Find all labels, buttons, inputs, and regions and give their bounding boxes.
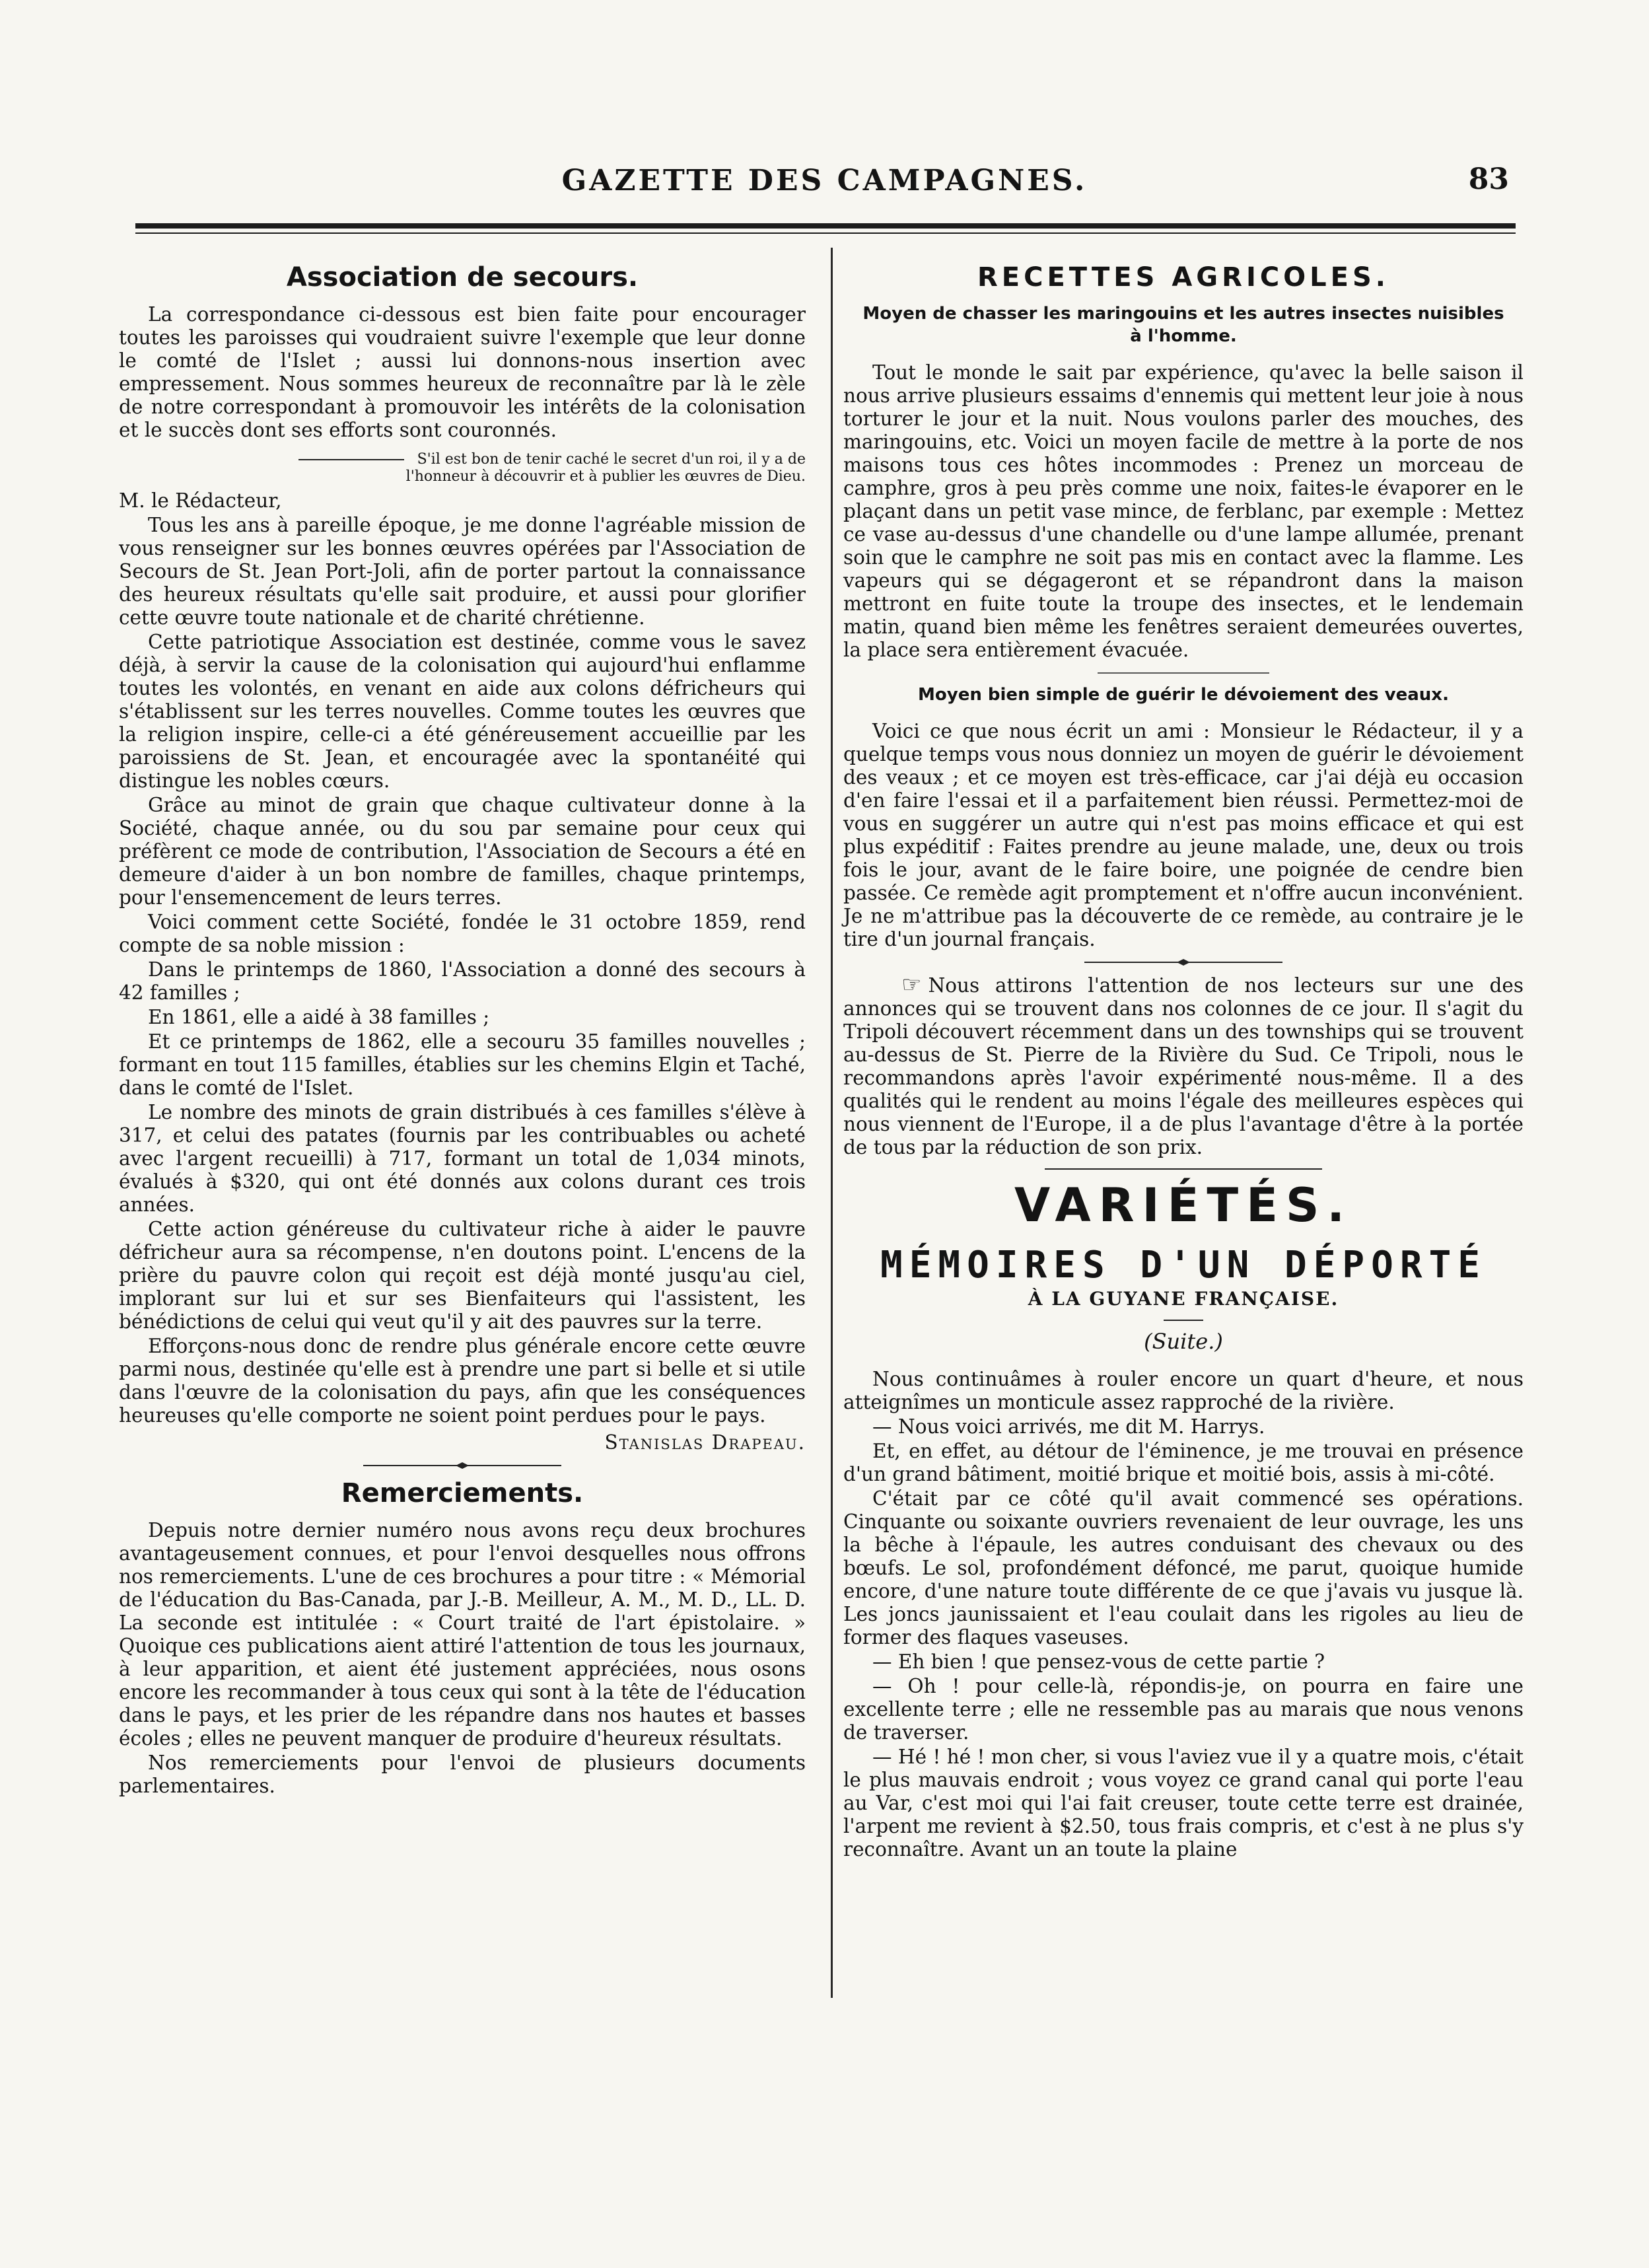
- epigraph-dash: [298, 459, 404, 460]
- header-rule-thick: [135, 223, 1516, 229]
- article-paragraph: Depuis notre dernier numéro nous avons reçu deux brochures avantageusement connues, et pour l'envoi desquelles nous offrons nos remerciements. L'une de ces brochures a pour titre : « Mémorial de l'éducation du Bas-Canada, par J.-B. Meilleur, A. M., M. D., LL. D. La seconde est intitulée : « Court traité de l'art épistolaire. » Quoique ces publications aient attiré l'attention de tous les journaux, à leur apparition, et aient été justement appréciées, nous osons encore les recommander à tous ceux qui sont à la tête de l'éducation dans le pays, et les prier de les répandre dans nos hautes et basses écoles ; elles ne peuvent manquer de produire d'heureux résultats.: [119, 1519, 806, 1750]
- association-intro: La correspondance ci-dessous est bien faite pour encourager toutes les paroisses qui voudraient suivre l'exemple que leur donne le comté de l'Islet ; aussi lui donnons-nous insertion avec empressement. Nous sommes heureux de reconnaître par là le zèle de notre correspondant à promouvoir les intérêts de la colonisation et le succès dont ses efforts sont couronnés.: [119, 303, 806, 441]
- article-paragraph: Cette action généreuse du cultivateur riche à aider le pauvre défricheur aura sa récompense, n'en doutons point. L'encens de la prière du pauvre colon qui reçoit est déjà monté jusqu'au ciel, implorant sur lui et sur ses Bienfaiteurs qui l'assistent, les bénédictions de celui qui veut qu'il y ait des pauvres sur la terre.: [119, 1218, 806, 1333]
- article-paragraph: C'était par ce côté qu'il avait commencé ses opérations. Cinquante ou soixante ouvriers revenaient de leur ouvrage, les uns la bêche à l'épaule, les autres conduisant des chevaux ou des bœufs. Le sol, profondément défoncé, me parut, quoique humide encore, d'une nature toute différente de ce que j'avais vu jusque là. Les joncs jaunissaient et l'eau coulait dans les rigoles au lieu de former des flaques vaseuses.: [843, 1487, 1524, 1648]
- page-number: 83: [1468, 162, 1509, 196]
- article-paragraph: Cette patriotique Association est destinée, comme vous le savez déjà, à servir la cause de la colonisation qui aujourd'hui enflamme toutes les volontés, en venant en aide aux colons défricheurs qui s'établissent sur les terres nouvelles. Comme toutes les œuvres que la religion inspire, celle-ci a été généreusement accueillie par les paroissiens de St. Jean, et encouragée avec la spontanéité qui distingue les nobles cœurs.: [119, 631, 806, 792]
- section-title-recettes: RECETTES AGRICOLES.: [977, 262, 1389, 293]
- ornament-divider: [1084, 959, 1282, 966]
- section-title-remerciements: Remerciements.: [341, 1478, 584, 1508]
- header-rule-thin: [135, 232, 1516, 234]
- article-paragraph: Le nombre des minots de grain distribués à ces familles s'élève à 317, et celui des patates (fournis par les contribuables ou acheté avec l'argent recueilli) à 717, formant un total de 1,034 minots, évalués à $320, qui ont été donnés aux colons durant ces trois années.: [119, 1101, 806, 1216]
- serial-title: MÉMOIRES D'UN DÉPORTÉ: [880, 1244, 1487, 1287]
- article-paragraph: Tous les ans à pareille époque, je me donne l'agréable mission de vous renseigner sur les bonnes œuvres opérées par l'Association de Secours de St. Jean Port-Joli, afin de porter partout la connaissance des heureux résultats qu'elle sait produire, et aussi pour glorifier cette œuvre toute nationale et de charité chrétienne.: [119, 514, 806, 629]
- epigraph: [119, 451, 806, 485]
- recipe-heading-veaux: Moyen bien simple de guérir le dévoiement des veaux.: [918, 685, 1449, 705]
- publication-title: GAZETTE DES CAMPAGNES.: [561, 164, 1088, 197]
- section-title-association: Association de secours.: [286, 262, 639, 293]
- section-title-varietes: VARIÉTÉS.: [1014, 1178, 1352, 1232]
- article-paragraph: Nous continuâmes à rouler encore un quart d'heure, et nous atteignîmes un monticule assez rapproché de la rivière.: [843, 1368, 1524, 1413]
- article-paragraph: — Hé ! hé ! mon cher, si vous l'aviez vue il y a quatre mois, c'était le plus mauvais endroit ; vous voyez ce grand canal qui porte l'eau au Var, c'est moi qui l'ai fait creuser, toute cette terre est drainée, l'arpent me revient à $2.50, tous frais compris, et c'est à ne plus s'y reconnaître. Avant un an toute la plaine: [843, 1746, 1524, 1860]
- ornament-divider: [363, 1462, 561, 1469]
- article-paragraph: En 1861, elle a aidé à 38 familles ;: [148, 1006, 490, 1028]
- article-paragraph: Et ce printemps de 1862, elle a secouru 35 familles nouvelles ; formant en tout 115 familles, établies sur les chemins Elgin et Taché, dans le comté de l'Islet.: [119, 1030, 806, 1099]
- salutation: M. le Rédacteur,: [119, 489, 282, 512]
- ornament-divider: [1084, 670, 1282, 676]
- serial-subtitle: À LA GUYANE FRANÇAISE.: [1028, 1288, 1339, 1310]
- article-paragraph: Dans le printemps de 1860, l'Association a donné des secours à 42 familles ;: [119, 958, 806, 1004]
- article-paragraph: Voici comment cette Société, fondée le 31 octobre 1859, rend compte de sa noble mission :: [119, 911, 806, 956]
- article-paragraph: Et, en effet, au détour de l'éminence, je me trouvai en présence d'un grand bâtiment, moitié brique et moitié bois, assis à mi-côté.: [843, 1440, 1524, 1485]
- column-divider: [831, 248, 833, 1998]
- tripoli-note-text: Nous attirons l'attention de nos lecteurs sur une des annonces qui se trouvent dans nos colonnes de ce jour. Il s'agit du Tripoli découvert récemment dans un des townships qui se trouvent au-dessus de St. Pierre de la Rivière du Sud. Ce Tripoli, nous le recommandons après l'avoir expérimenté nous-même. Il a des qualités qui le rendent au moins l'égale des meilleures espèces qui nous viennent de l'Europe, il a de plus l'avantage d'être à la portée de tous par la réduction de son prix.: [843, 974, 1524, 1158]
- short-rule: [1164, 1320, 1203, 1321]
- serial-continued: (Suite.): [1144, 1329, 1223, 1354]
- article-paragraph: Nos remerciements pour l'envoi de plusieurs documents parlementaires.: [119, 1752, 806, 1797]
- pointing-hand-icon: ☞: [901, 972, 922, 998]
- right-column: [843, 254, 1524, 1862]
- article-paragraph: Efforçons-nous donc de rendre plus générale encore cette œuvre parmi nous, destinée qu'elle est à prendre une part si belle et si utile dans l'œuvre de la colonisation du pays, afin que les conséquences heureuses qu'elle comporte ne soient point perdues pour le pays.: [119, 1335, 806, 1427]
- left-column: [119, 254, 806, 1799]
- section-divider: [1045, 1168, 1322, 1170]
- article-paragraph: Tout le monde le sait par expérience, qu'avec la belle saison il nous arrive plusieurs essaims d'ennemis qui mettent leur joie à nous torturer le jour et la nuit. Nous voulons parler des mouches, des maringouins, etc. Voici un moyen facile de mettre à la porte de nos maisons tous ces hôtes incommodes : Prenez un morceau de camphre, gros à peu près comme une noix, faites-le évaporer en le plaçant dans un petit vase mince, de ferblanc, par exemple : Mettez ce vase au-dessus d'une chandelle ou d'une lampe allumée, prenant soin que le camphre ne soit pas mis en contact avec la flamme. Les vapeurs qui se dégageront et se répandront dans la maison mettront en fuite toute la troupe des insectes, et le lendemain matin, quand bien même les fenêtres seraient demeurées ouvertes, la place sera entièrement évacuée.: [843, 361, 1524, 661]
- recipe-heading-maringouins-2: à l'homme.: [1130, 326, 1237, 346]
- epigraph-line-2: l'honneur à découvrir et à publier les œuvres de Dieu.: [405, 468, 806, 485]
- article-paragraph: Voici ce que nous écrit un ami : Monsieur le Rédacteur, il y a quelque temps vous nous donniez un moyen de guérir le dévoiement des veaux ; et ce moyen est très-efficace, car j'ai déjà eu occasion d'en faire l'essai et il a parfaitement bien réussi. Permettez-moi de vous en suggérer un autre qui n'est pas moins efficace et qui est plus expéditif : Faites prendre au jeune malade, une, deux ou trois fois le jour, avant de le faire boire, une poignée de cendre bien passée. Ce remède agit promptement et n'offre aucun inconvénient. Je ne m'attribue pas la découverte de ce remède, au contraire je le tire d'un journal français.: [843, 720, 1524, 950]
- running-header: [0, 160, 1649, 206]
- epigraph-line-1: S'il est bon de tenir caché le secret d'un roi, il y a de: [417, 451, 806, 468]
- article-paragraph: — Oh ! pour celle-là, répondis-je, on pourra en faire une excellente terre ; elle ne ressemble pas au marais que nous venons de traverser.: [843, 1675, 1524, 1744]
- recipe-heading-maringouins-1: Moyen de chasser les maringouins et les autres insectes nuisibles: [862, 304, 1504, 324]
- tripoli-note: [843, 974, 1524, 1159]
- signature: Stanislas Drapeau.: [604, 1431, 806, 1454]
- article-paragraph: — Eh bien ! que pensez-vous de cette partie ?: [872, 1650, 1325, 1673]
- article-paragraph: — Nous voici arrivés, me dit M. Harrys.: [872, 1415, 1265, 1438]
- article-paragraph: Grâce au minot de grain que chaque cultivateur donne à la Société, chaque année, ou du sou par semaine pour ceux qui préfèrent ce mode de contribution, l'Association de Secours a été en demeure d'aider à un bon nombre de familles, chaque printemps, pour l'ensemencement de leurs terres.: [119, 794, 806, 909]
